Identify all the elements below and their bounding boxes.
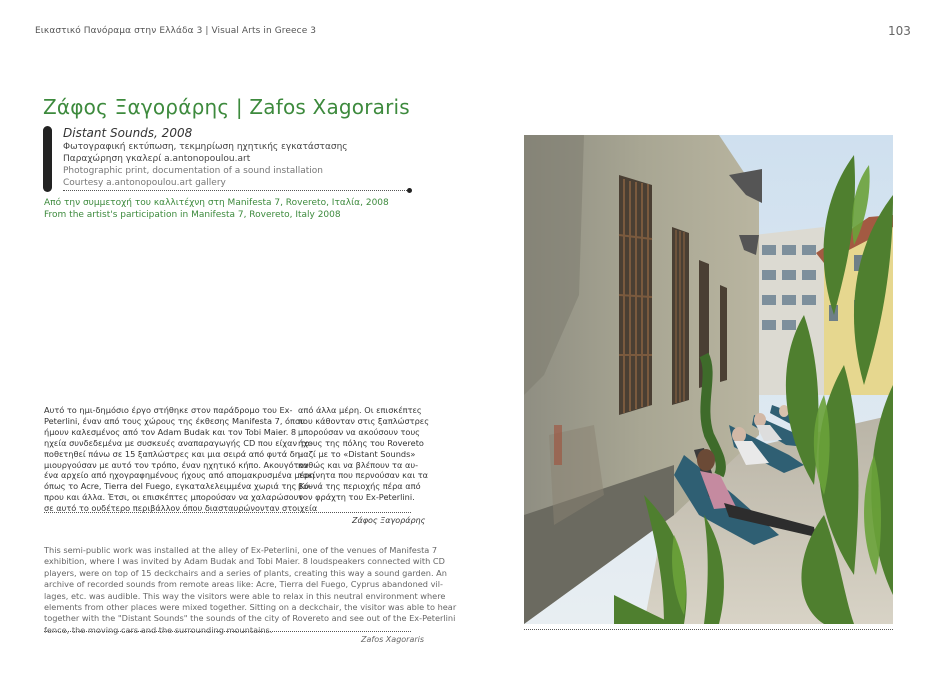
text-line: ποθετηθεί πάνω σε 15 ξαπλώστρες και μια σειρά από φυτά δη-	[44, 448, 303, 459]
text-line: τοκίνητα που περνούσαν και τα	[298, 470, 429, 481]
credit-line-el: Παραχώρηση γκαλερί a.antonopoulou.art	[63, 154, 251, 164]
running-header: Εικαστικό Πανόραμα στην Ελλάδα 3 | Visual Arts in Greece 3	[35, 26, 317, 36]
text-line: players, were on top of 15 deckchairs and a series of plants, creating this way a sound garden. An	[44, 567, 447, 578]
text-line: Αυτό το ημι-δημόσιο έργο στήθηκε στον παράδρομο του Ex-	[44, 405, 293, 415]
work-title: Distant Sounds, 2008	[63, 126, 193, 140]
text-line: fence, the moving cars and the surrounding mountains.	[44, 624, 273, 635]
credit-line-en: Courtesy a.antonopoulou.art gallery	[63, 178, 226, 188]
text-line: μιουργούσαν με αυτό τον τρόπο, έναν ηχητικό κήπο. Ακουγόταν	[44, 459, 309, 470]
greek-text-divider	[44, 512, 411, 513]
text-line: μπορούσαν να ακούσουν τους	[298, 426, 420, 437]
text-line: ήμουν καλεσμένος από τον Adam Budak και τον Tobi Maier. 8	[44, 426, 297, 437]
text-line: καθώς και να βλέπουν τα αυ-	[298, 459, 419, 470]
credit-bar	[43, 126, 52, 192]
text-line: ήχους της πόλης του Rovereto	[298, 437, 424, 448]
text-line: archive of recorded sounds from remote areas like: Acre, Tierra del Fuego, Cyprus abandoned vil-	[44, 579, 443, 590]
provenance-en: From the artist's participation in Manifesta 7, Rovereto, Italy 2008	[44, 210, 341, 220]
provenance-el: Από την συμμετοχή του καλλιτέχνη στη Manifesta 7, Rovereto, Ιταλία, 2008	[44, 198, 389, 208]
photo-divider	[524, 629, 893, 630]
text-line: exhibition, where I was invited by Adam Budak and Tobi Maier. 8 loudspeakers connected with CD	[44, 556, 445, 567]
signature-el: Ζάφος Ξαγοράρης	[352, 516, 426, 525]
provenance	[44, 197, 424, 221]
text-line: ηχεία συνδεδεμένα με συσκευές αναπαραγωγής CD που είχαν το-	[44, 437, 313, 448]
greek-text-column-2	[298, 405, 430, 503]
credit-divider	[63, 190, 409, 191]
text-line: Peterlini, έναν από τους χώρους της έκθεσης Manifesta 7, όπου	[44, 415, 305, 426]
text-line: together with the "Distant Sounds" the sounds of the city of Rovereto and see out of the Ex-Peterlini	[44, 613, 456, 624]
credit-line-el: Φωτογραφική εκτύπωση, τεκμηρίωση ηχητικής εγκατάστασης	[63, 142, 348, 152]
text-line: τον φράχτη του Ex-Peterlini.	[298, 492, 415, 503]
divider-dot	[407, 188, 412, 193]
text-line: μαζί με το «Distant Sounds»	[298, 448, 416, 459]
text-line: ένα αρχείο από ηχογραφημένους ήχους από απομακρυσμένα μέρη	[44, 470, 315, 481]
text-line: όπως το Acre, Tierra del Fuego, εγκαταλελειμμένα χωριά της Κύ-	[44, 481, 313, 492]
text-line: βουνά της περιοχής πέρα από	[298, 481, 421, 492]
greek-text-column-1	[44, 405, 318, 514]
text-line: lages, etc. was audible. This way the visitors were able to relax in this neutral environment where	[44, 590, 446, 601]
credit-block	[63, 126, 423, 189]
english-text-divider	[44, 631, 411, 632]
text-line: που κάθονταν στις ξαπλώστρες	[298, 415, 430, 426]
text-line: από άλλα μέρη. Οι επισκέπτες	[298, 405, 422, 415]
text-line: This semi-public work was installed at the alley of Ex-Peterlini, one of the venues of Manifesta 7	[44, 545, 438, 555]
credit-line-en: Photographic print, documentation of a sound installation	[63, 166, 324, 176]
text-line: elements from other places were mixed together. Sitting on a deckchair, the visitor was able to hear	[44, 602, 457, 613]
english-text	[44, 545, 457, 636]
installation-photo	[524, 135, 893, 624]
page-number: 103	[888, 24, 911, 38]
signature-en: Zafos Xagoraris	[361, 635, 425, 644]
text-line: σε αυτό το ουδέτερο περιβάλλον όπου διασταυρώνονταν στοιχεία	[44, 503, 318, 514]
text-line: πρου και άλλα. Έτσι, οι επισκέπτες μπορούσαν να χαλαρώσουν	[44, 492, 303, 503]
artist-title: Ζάφος Ξαγοράρης | Zafos Xagoraris	[43, 95, 410, 119]
